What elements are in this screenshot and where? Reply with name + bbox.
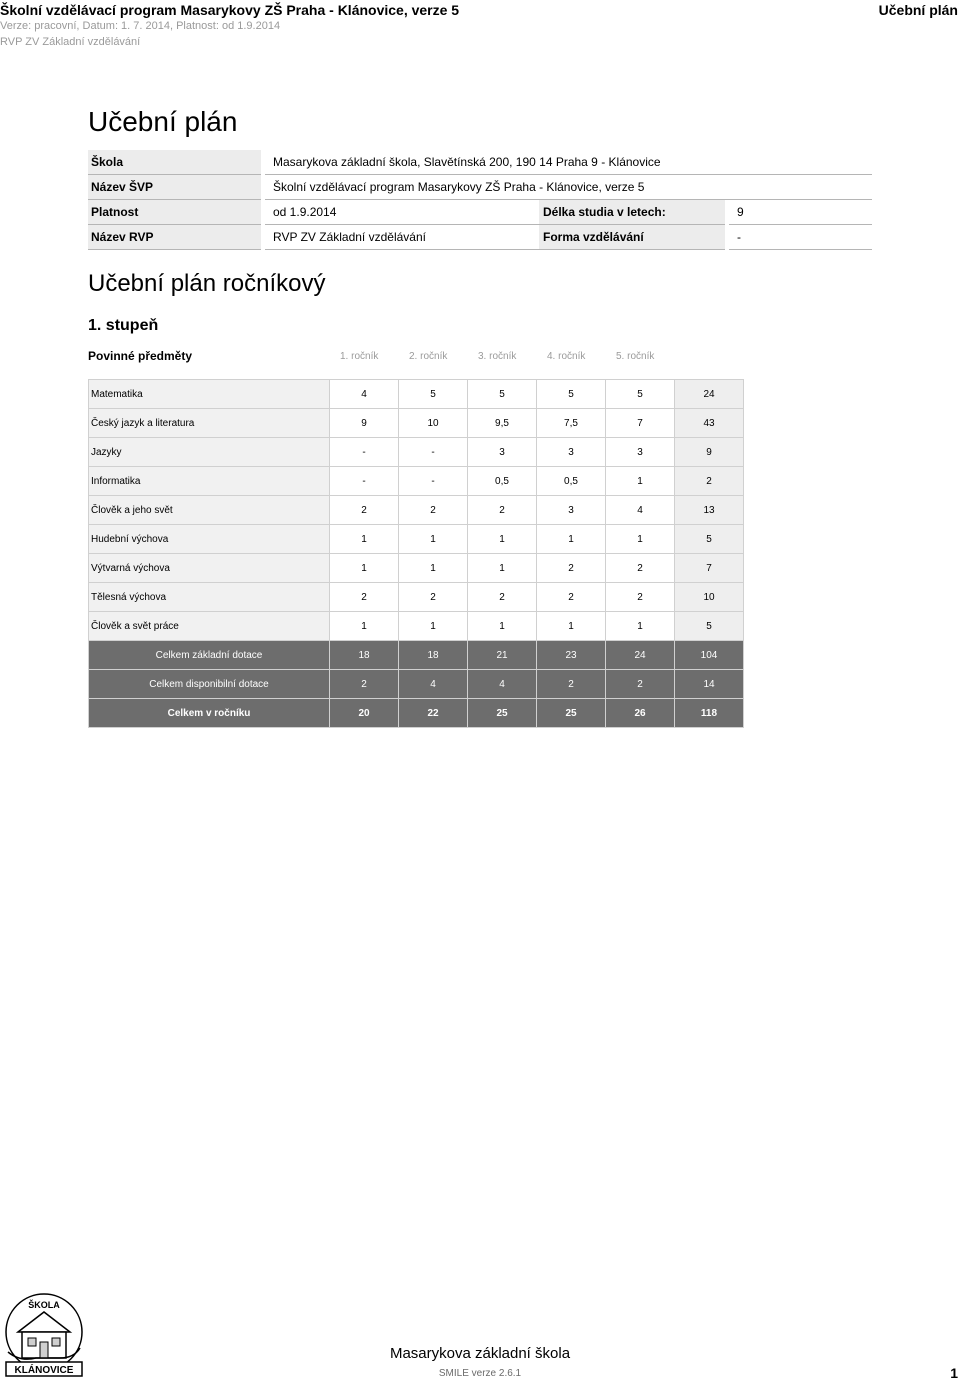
- hours-cell-year-4: 2: [537, 583, 606, 612]
- total-cell: 5: [675, 612, 744, 641]
- platnost-label: Platnost: [88, 200, 261, 225]
- table-row: [89, 496, 744, 525]
- stage-title: 1. stupeň: [88, 317, 159, 334]
- total-cell: 13: [675, 496, 744, 525]
- total-cell: 7: [675, 554, 744, 583]
- total-cell: 9: [675, 438, 744, 467]
- subjects-header: Povinné předměty: [88, 349, 193, 363]
- hours-cell-year-1: -: [330, 467, 399, 496]
- hours-cell-year-4: 2: [537, 554, 606, 583]
- page-title: Učební plán: [88, 106, 238, 137]
- forma-value: -: [729, 225, 872, 250]
- school-house-logo: [0, 1292, 88, 1380]
- hours-cell-year-5: 4: [606, 496, 675, 525]
- info-row-rvp: [88, 225, 872, 250]
- info-row-svp: [88, 175, 872, 200]
- year-header-2: 2. ročník: [409, 351, 448, 362]
- total-cell: 24: [675, 380, 744, 409]
- hours-cell-year-5: 1: [606, 612, 675, 641]
- hours-cell-year-2: 1: [399, 525, 468, 554]
- subject-name: Tělesná výchova: [89, 583, 330, 612]
- footer-school: Masarykova základní škola: [389, 1345, 571, 1362]
- subject-name: Člověk a jeho svět: [89, 496, 330, 525]
- hours-cell-year-5: 1: [606, 467, 675, 496]
- hours-cell-year-5: 24: [606, 641, 675, 670]
- hours-cell-year-3: 1: [468, 525, 537, 554]
- hours-cell-year-3: 2: [468, 496, 537, 525]
- table-row: [89, 438, 744, 467]
- platnost-value: od 1.9.2014: [265, 200, 539, 225]
- hours-cell-year-1: 2: [330, 583, 399, 612]
- page-number: 1: [950, 1365, 958, 1381]
- hours-cell-year-1: 2: [330, 496, 399, 525]
- hours-cell-year-3: 1: [468, 554, 537, 583]
- total-cell: 43: [675, 409, 744, 438]
- program-title: Školní vzdělávací program Masarykovy ZŠ Praha - Klánovice, verze 5: [0, 2, 460, 18]
- hours-cell-year-4: 3: [537, 438, 606, 467]
- delka-value: 9: [729, 200, 872, 225]
- hours-cell-year-3: 21: [468, 641, 537, 670]
- hours-cell-year-2: 18: [399, 641, 468, 670]
- table-row: [89, 467, 744, 496]
- hours-cell-year-4: 5: [537, 380, 606, 409]
- forma-label: Forma vzdělávání: [539, 225, 725, 250]
- hours-cell-year-3: 9,5: [468, 409, 537, 438]
- hours-cell-year-4: 7,5: [537, 409, 606, 438]
- hours-cell-year-1: 2: [330, 670, 399, 699]
- hours-cell-year-5: 1: [606, 525, 675, 554]
- section-title: Učební plán ročníkový: [88, 270, 326, 297]
- hours-cell-year-2: -: [399, 467, 468, 496]
- hours-cell-year-5: 7: [606, 409, 675, 438]
- hours-cell-year-1: 1: [330, 525, 399, 554]
- hours-cell-year-4: 25: [537, 699, 606, 728]
- skola-label: Škola: [88, 150, 261, 175]
- table-row: [89, 554, 744, 583]
- delka-label: Délka studia v letech:: [539, 200, 725, 225]
- total-cell: 2: [675, 467, 744, 496]
- table-row: [89, 525, 744, 554]
- table-row: [89, 380, 744, 409]
- hours-cell-year-2: 22: [399, 699, 468, 728]
- total-cell: 118: [675, 699, 744, 728]
- rvp-label: Název RVP: [88, 225, 261, 250]
- total-cell: 14: [675, 670, 744, 699]
- hours-cell-year-4: 2: [537, 670, 606, 699]
- hours-cell-year-4: 1: [537, 612, 606, 641]
- hours-cell-year-5: 3: [606, 438, 675, 467]
- hours-cell-year-2: 5: [399, 380, 468, 409]
- hours-cell-year-2: 4: [399, 670, 468, 699]
- hours-cell-year-1: -: [330, 438, 399, 467]
- year-header-5: 5. ročník: [616, 351, 655, 362]
- hours-cell-year-5: 5: [606, 380, 675, 409]
- hours-cell-year-5: 2: [606, 670, 675, 699]
- table-row: [89, 583, 744, 612]
- hours-cell-year-2: 10: [399, 409, 468, 438]
- total-cell: 5: [675, 525, 744, 554]
- table-row: [89, 409, 744, 438]
- hours-cell-year-2: 1: [399, 554, 468, 583]
- summary-row: [89, 641, 744, 670]
- header-section-title: Učební plán: [878, 2, 958, 18]
- hours-cell-year-3: 4: [468, 670, 537, 699]
- summary-label: Celkem základní dotace: [89, 641, 330, 670]
- hours-cell-year-3: 5: [468, 380, 537, 409]
- logo-top-text: ŠKOLA: [28, 1300, 60, 1310]
- hours-cell-year-1: 9: [330, 409, 399, 438]
- logo-bottom-text: KLÁNOVICE: [14, 1365, 74, 1376]
- hours-cell-year-1: 20: [330, 699, 399, 728]
- hours-cell-year-3: 1: [468, 612, 537, 641]
- footer-version: SMILE verze 2.6.1: [438, 1368, 522, 1379]
- year-header-4: 4. ročník: [547, 351, 586, 362]
- hours-cell-year-1: 4: [330, 380, 399, 409]
- info-row-platnost: [88, 200, 872, 225]
- hours-cell-year-1: 1: [330, 612, 399, 641]
- total-cell: 104: [675, 641, 744, 670]
- hours-cell-year-3: 0,5: [468, 467, 537, 496]
- hours-cell-year-5: 2: [606, 583, 675, 612]
- hours-cell-year-2: 2: [399, 496, 468, 525]
- subject-name: Český jazyk a literatura: [89, 409, 330, 438]
- rvp-value: RVP ZV Základní vzdělávání: [265, 225, 539, 250]
- subject-name: Hudební výchova: [89, 525, 330, 554]
- hours-cell-year-4: 0,5: [537, 467, 606, 496]
- hours-cell-year-2: 1: [399, 612, 468, 641]
- subject-name: Výtvarná výchova: [89, 554, 330, 583]
- subject-name: Jazyky: [89, 438, 330, 467]
- info-table: [88, 150, 872, 250]
- curriculum-table: [88, 379, 744, 728]
- skola-value: Masarykova základní škola, Slavětínská 200, 190 14 Praha 9 - Klánovice: [265, 150, 872, 175]
- rvp-line: RVP ZV Základní vzdělávání: [0, 36, 141, 48]
- subject-name: Člověk a svět práce: [89, 612, 330, 641]
- hours-cell-year-4: 3: [537, 496, 606, 525]
- summary-row: [89, 670, 744, 699]
- hours-cell-year-2: -: [399, 438, 468, 467]
- summary-row: [89, 699, 744, 728]
- total-cell: 10: [675, 583, 744, 612]
- info-row-skola: [88, 150, 872, 175]
- summary-label: Celkem disponibilní dotace: [89, 670, 330, 699]
- year-header-1: 1. ročník: [340, 351, 379, 362]
- year-header-3: 3. ročník: [478, 351, 517, 362]
- hours-cell-year-3: 3: [468, 438, 537, 467]
- subject-name: Matematika: [89, 380, 330, 409]
- hours-cell-year-3: 2: [468, 583, 537, 612]
- hours-cell-year-2: 2: [399, 583, 468, 612]
- svp-value: Školní vzdělávací program Masarykovy ZŠ Praha - Klánovice, verze 5: [265, 175, 872, 200]
- summary-label: Celkem v ročníku: [89, 699, 330, 728]
- hours-cell-year-3: 25: [468, 699, 537, 728]
- hours-cell-year-4: 1: [537, 525, 606, 554]
- table-row: [89, 612, 744, 641]
- hours-cell-year-5: 26: [606, 699, 675, 728]
- hours-cell-year-5: 2: [606, 554, 675, 583]
- hours-cell-year-1: 18: [330, 641, 399, 670]
- hours-cell-year-1: 1: [330, 554, 399, 583]
- hours-cell-year-4: 23: [537, 641, 606, 670]
- svp-label: Název ŠVP: [88, 175, 261, 200]
- subject-name: Informatika: [89, 467, 330, 496]
- version-line: Verze: pracovní, Datum: 1. 7. 2014, Platnost: od 1.9.2014: [0, 20, 281, 32]
